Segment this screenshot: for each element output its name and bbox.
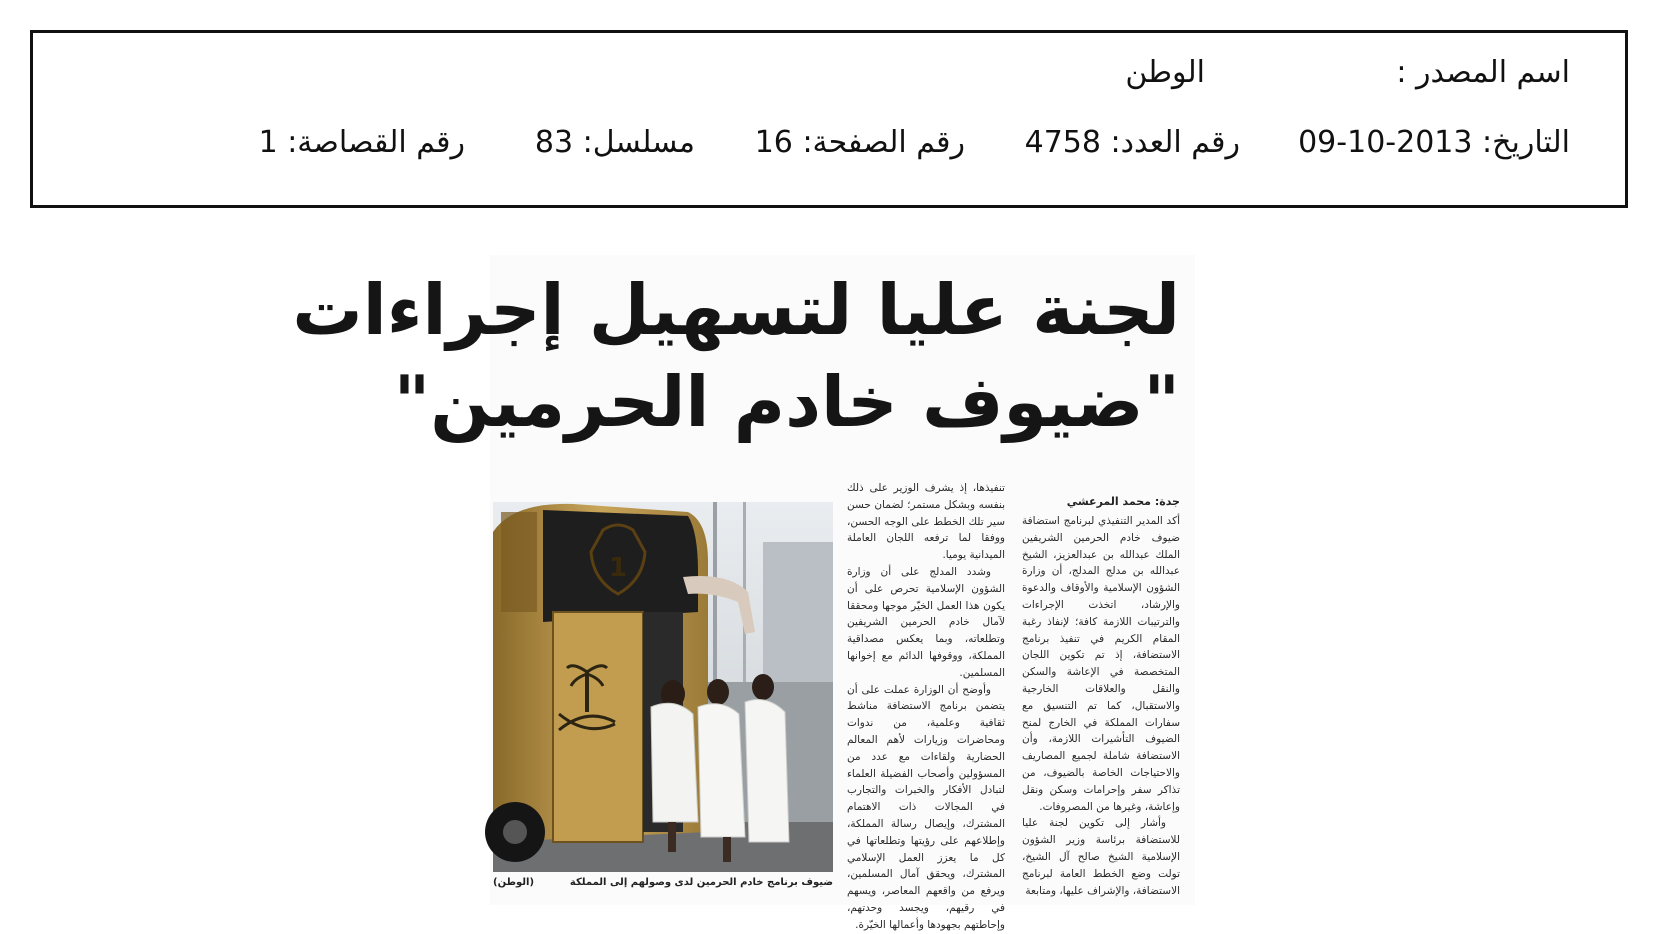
serial-field: مسلسل: 83 [534,125,695,160]
paragraph: وشدد المدلج على أن وزارة الشؤون الإسلامية تحرص على أن يكون هذا العمل الخيّر موجها ومحققا لآمال خادم الحرمين الشريفين وتطلعاته، وبما يعكس مصداقية المملكة، ووقوفها الدائم مع إخوانها المسلمين. [847,565,1005,679]
byline: جدة: محمد المرعشي [1066,495,1180,508]
clipping-metadata-box [30,30,1628,208]
article-column-right [1022,513,1180,897]
headline-line-2: "ضيوف خادم الحرمين" [393,361,1180,443]
issue-number-field: رقم العدد: 4758 [1024,125,1240,160]
date-field: التاريخ: 2013-10-09 [1298,125,1570,160]
photo-credit: (الوطن) [493,877,535,888]
article-photo [493,502,833,872]
source-value: الوطن [1125,55,1205,90]
bus-pilgrims-illustration [493,502,833,872]
page-number-field: رقم الصفحة: 16 [754,125,965,160]
headline-line-1: لجنة عليا لتسهيل إجراءات [292,269,1180,351]
source-label: اسم المصدر : [1396,55,1570,90]
bus-number: 1 [608,553,628,583]
newspaper-clipping [292,255,1195,931]
clip-number-field: رقم القصاصة: 1 [258,125,465,160]
paragraph: وأشار إلى تكوين لجنة عليا للاستضافة برئاسة وزير الشؤون الإسلامية الشيخ صالح آل الشيخ، تولت وضع الخطط العامة لبرنامج الاستضافة، والإشراف عليها، ومتابعة [1022,817,1180,897]
paragraph: تنفيذها، إذ يشرف الوزير على ذلك بنفسه وبشكل مستمر؛ لضمان حسن سير تلك الخطط على الوجه الحسن، ووفقا لما ترفعه اللجان العاملة الميدانية يوميا. [847,482,1005,562]
article-column-left [847,480,1005,931]
photo-caption-text: ضيوف برنامج خادم الحرمين لدى وصولهم إلى المملكة [569,877,833,888]
paragraph: وأوضح أن الوزارة عملت على أن يتضمن برنامج الاستضافة مناشط ثقافية وعلمية، من ندوات ومحاضرات وزيارات لأهم المعالم الحضارية ولقاءات مع عدد من المسؤولين وأصحاب الفضيلة العلماء لتبادل الأفكار والخبرات والتجارب في المجالات ذات الاهتمام المشترك، وإيصال رسالة المملكة، وإطلاعهم على رؤيتها وتطلعاتها في كل ما يعزز العمل الإسلامي المشترك، ويحقق آمال المسلمين، ويرفع من واقعهم المعاصر، ويسهم في رقيهم، ويجسد وحدتهم، وإحاطتهم بجهودها وأعمالها الخيّرة. [847,683,1005,931]
paragraph: أكد المدير التنفيذي لبرنامج استضافة ضيوف خادم الحرمين الشريفين الملك عبدالله بن عبدالعزيز، الشيخ عبدالله بن مدلج المدلج، أن وزارة الشؤون الإسلامية والأوقاف والدعوة والإرشاد، اتخذت الإجراءات والترتيبات اللازمة كافة؛ لإنفاذ رغبة المقام الكريم في تنفيذ برنامج الاستضافة، إذ تم تكوين اللجان المتخصصة في الإعاشة والسكن والنقل والعلاقات الخارجية والاستقبال، كما تم التنسيق مع سفارات المملكة في الخارج لمنح الضيوف التأشيرات اللازمة، وأن الاستضافة شاملة لجميع المصاريف والاحتياجات الخاصة بالضيوف، من تذاكر سفر وإحرامات وسكن ونقل وإعاشة، وغيرها من المصروفات. [1022,515,1180,813]
